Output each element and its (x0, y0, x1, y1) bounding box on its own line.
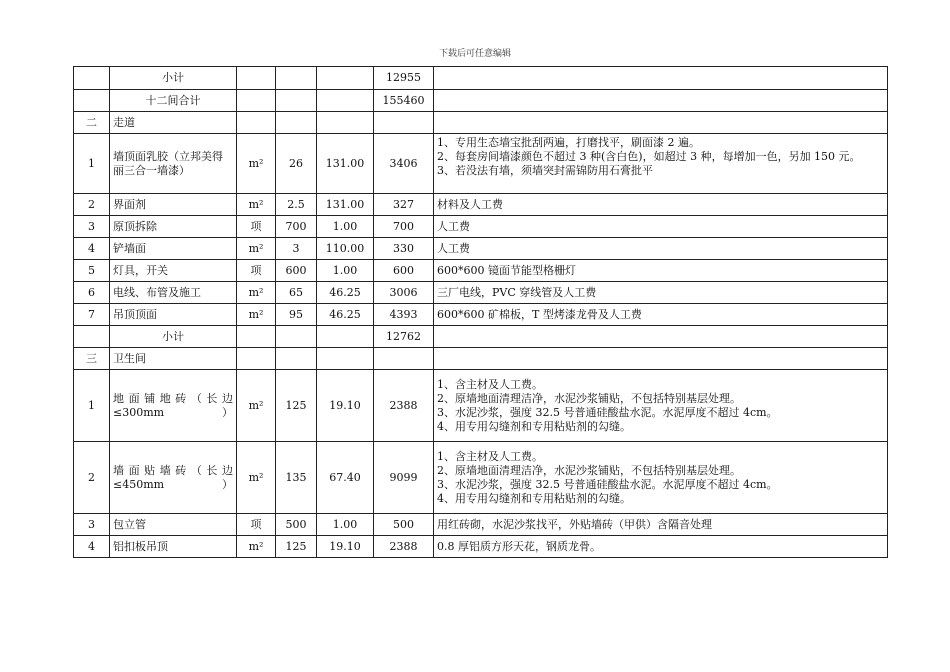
notes: 0.8 厚铝质方形天花，钢质龙骨。 (434, 536, 888, 558)
subtotal-row (74, 67, 888, 90)
row-number: 2 (74, 194, 110, 216)
note-line: 2、原墙地面清理洁净，水泥沙浆铺贴，不包括特别基层处理。 (437, 463, 741, 477)
unit-price: 19.10 (317, 536, 374, 558)
quantity: 65 (276, 282, 317, 304)
unit: m² (237, 536, 276, 558)
amount: 3006 (374, 282, 434, 304)
table-row (74, 260, 888, 282)
notes: 600*600 矿棉板，T 型烤漆龙骨及人工费 (434, 304, 888, 326)
table-row (74, 370, 888, 442)
unit: m² (237, 238, 276, 260)
quantity: 125 (276, 536, 317, 558)
page-header: 下载后可任意编辑 (438, 49, 511, 59)
unit-price: 46.25 (317, 282, 374, 304)
unit-price: 110.00 (317, 238, 374, 260)
subtotal-row (74, 326, 888, 348)
section-row (74, 348, 888, 370)
unit: 项 (237, 514, 276, 536)
total-label: 十二间合计 (110, 90, 237, 112)
table-row (74, 238, 888, 260)
quantity: 2.5 (276, 194, 317, 216)
note-line: 1、专用生态墙宝批刮两遍，打磨找平，刷面漆 2 遍。 (437, 135, 700, 149)
unit-price: 1.00 (317, 514, 374, 536)
unit: m² (237, 134, 276, 194)
table-row (74, 194, 888, 216)
amount: 600 (374, 260, 434, 282)
unit-price: 19.10 (317, 370, 374, 442)
unit: m² (237, 282, 276, 304)
item-name: 吊顶顶面 (110, 304, 237, 326)
table-row (74, 134, 888, 194)
notes: 用红砖砌，水泥沙浆找平，外贴墙砖（甲供）含隔音处理 (434, 514, 888, 536)
notes: 材料及人工费 (434, 194, 888, 216)
note-line: 2、原墙地面清理洁净，水泥沙浆铺贴，不包括特别基层处理。 (437, 391, 741, 405)
note-line: 3、水泥沙浆，强度 32.5 号普通硅酸盐水泥。水泥厚度不超过 4cm。 (437, 405, 778, 419)
note-line: 3、若没法有墙，须墙突封需锦防用石膏批平 (437, 163, 653, 177)
quotation-table (73, 66, 888, 558)
notes: 三厂电线，PVC 穿线管及人工费 (434, 282, 888, 304)
amount: 330 (374, 238, 434, 260)
row-number: 3 (74, 216, 110, 238)
quantity: 500 (276, 514, 317, 536)
quantity: 95 (276, 304, 317, 326)
unit: 项 (237, 260, 276, 282)
notes: 600*600 镜面节能型格栅灯 (434, 260, 888, 282)
row-number: 1 (74, 370, 110, 442)
amount: 9099 (374, 442, 434, 514)
table-row (74, 442, 888, 514)
item-name: 墙顶面乳胶（立邦美得丽三合一墙漆） (110, 134, 237, 194)
section-row (74, 112, 888, 134)
section-title: 走道 (110, 112, 237, 134)
unit: m² (237, 442, 276, 514)
section-title: 卫生间 (110, 348, 237, 370)
unit-price: 1.00 (317, 260, 374, 282)
row-number: 7 (74, 304, 110, 326)
table-row (74, 216, 888, 238)
table-row (74, 514, 888, 536)
notes (434, 370, 888, 442)
table-row (74, 536, 888, 558)
table-row (74, 282, 888, 304)
amount: 2388 (374, 370, 434, 442)
row-number: 4 (74, 536, 110, 558)
note-line: 4、用专用勾缝剂和专用粘贴剂的勾缝。 (437, 491, 631, 505)
total-amount: 155460 (374, 90, 434, 112)
row-number: 4 (74, 238, 110, 260)
row-number: 6 (74, 282, 110, 304)
item-name: 墙面贴墙砖（长边≤450mm） (110, 442, 237, 514)
note-line: 2、每套房间墙漆颜色不超过 3 种(含白色)，如超过 3 种，每增加一色，另加 150 元。 (437, 149, 861, 163)
notes (434, 442, 888, 514)
note-line: 4、用专用勾缝剂和专用粘贴剂的勾缝。 (437, 419, 631, 433)
note-line: 1、含主材及人工费。 (437, 377, 543, 391)
subtotal-amount: 12762 (374, 326, 434, 348)
unit: 项 (237, 216, 276, 238)
amount: 500 (374, 514, 434, 536)
notes: 人工费 (434, 216, 888, 238)
notes: 人工费 (434, 238, 888, 260)
row-number: 1 (74, 134, 110, 194)
quantity: 125 (276, 370, 317, 442)
table-row (74, 304, 888, 326)
amount: 4393 (374, 304, 434, 326)
item-name: 地面铺地砖（长边≤300mm） (110, 370, 237, 442)
row-number: 5 (74, 260, 110, 282)
unit-price: 1.00 (317, 216, 374, 238)
item-name: 铝扣板吊顶 (110, 536, 237, 558)
quantity: 600 (276, 260, 317, 282)
quantity: 135 (276, 442, 317, 514)
item-name: 电线、布管及施工 (110, 282, 237, 304)
quantity: 700 (276, 216, 317, 238)
unit: m² (237, 194, 276, 216)
section-number: 三 (74, 348, 110, 370)
note-line: 1、含主材及人工费。 (437, 449, 543, 463)
total-row (74, 90, 888, 112)
amount: 327 (374, 194, 434, 216)
unit: m² (237, 304, 276, 326)
section-number: 二 (74, 112, 110, 134)
note-line: 3、水泥沙浆，强度 32.5 号普通硅酸盐水泥。水泥厚度不超过 4cm。 (437, 477, 778, 491)
item-name: 原顶拆除 (110, 216, 237, 238)
unit: m² (237, 370, 276, 442)
row-number: 3 (74, 514, 110, 536)
quantity: 26 (276, 134, 317, 194)
row-number: 2 (74, 442, 110, 514)
notes (434, 134, 888, 194)
subtotal-amount: 12955 (374, 67, 434, 90)
unit-price: 46.25 (317, 304, 374, 326)
subtotal-label: 小计 (110, 326, 237, 348)
item-name: 包立管 (110, 514, 237, 536)
item-name: 界面剂 (110, 194, 237, 216)
quantity: 3 (276, 238, 317, 260)
unit-price: 131.00 (317, 134, 374, 194)
unit-price: 131.00 (317, 194, 374, 216)
subtotal-label: 小计 (110, 67, 237, 90)
unit-price: 67.40 (317, 442, 374, 514)
amount: 2388 (374, 536, 434, 558)
amount: 3406 (374, 134, 434, 194)
item-name: 灯具，开关 (110, 260, 237, 282)
item-name: 铲墙面 (110, 238, 237, 260)
amount: 700 (374, 216, 434, 238)
